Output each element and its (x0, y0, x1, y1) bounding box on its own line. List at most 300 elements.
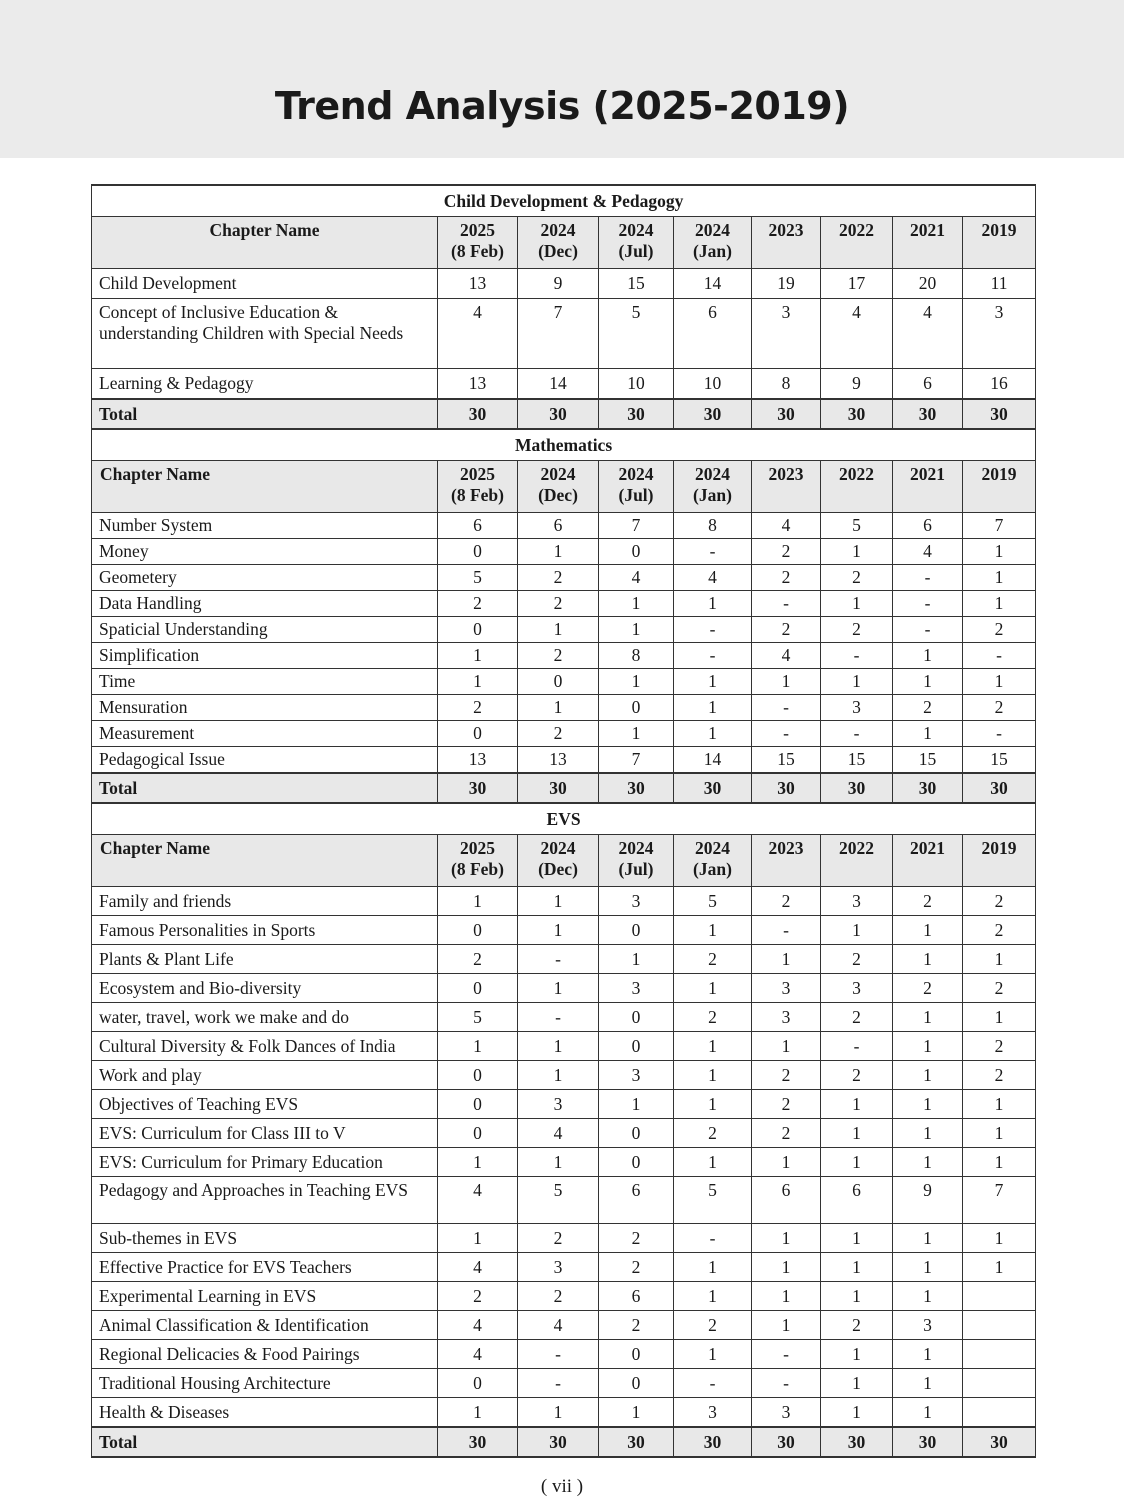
question-count-cell: - (893, 617, 963, 643)
question-count-cell: 2 (599, 1253, 674, 1282)
question-count-cell: 2 (821, 1003, 893, 1032)
question-count-cell: 1 (893, 721, 963, 747)
question-count-cell: 1 (963, 945, 1036, 974)
table-row (92, 1061, 1036, 1090)
table-row (92, 539, 1036, 565)
table-row (92, 721, 1036, 747)
question-count-cell: 4 (438, 1311, 518, 1340)
question-count-cell: 1 (752, 1253, 821, 1282)
chapter-name-header-label: Chapter Name (100, 838, 211, 858)
question-count-cell: 0 (599, 695, 674, 721)
question-count-cell: 7 (518, 299, 599, 369)
question-count-cell: 5 (674, 887, 752, 916)
question-count-cell: 1 (518, 974, 599, 1003)
chapter-name-cell: EVS: Curriculum for Primary Education (92, 1148, 438, 1177)
question-count-cell: 10 (674, 369, 752, 400)
question-count-cell: 2 (963, 974, 1036, 1003)
chapter-name-cell: Pedagogical Issue (92, 747, 438, 774)
question-count-cell: 13 (438, 369, 518, 400)
question-count-cell: 9 (893, 1177, 963, 1224)
total-value-cell: 30 (599, 399, 674, 429)
question-count-cell: 6 (821, 1177, 893, 1224)
question-count-cell: 6 (599, 1282, 674, 1311)
year-header-year: 2019 (981, 838, 1017, 858)
question-count-cell: 1 (752, 669, 821, 695)
year-header (963, 835, 1036, 887)
question-count-cell: 10 (599, 369, 674, 400)
year-header (674, 461, 752, 513)
question-count-cell: 7 (963, 513, 1036, 539)
year-header (438, 461, 518, 513)
question-count-cell: 3 (752, 1398, 821, 1428)
chapter-name-cell: Sub-themes in EVS (92, 1224, 438, 1253)
question-count-cell: 9 (821, 369, 893, 400)
question-count-cell: - (518, 1340, 599, 1369)
question-count-cell: 1 (438, 1398, 518, 1428)
question-count-cell: 4 (518, 1119, 599, 1148)
question-count-cell: - (752, 1369, 821, 1398)
question-count-cell: 6 (893, 513, 963, 539)
page-number: ( vii ) (540, 1476, 584, 1497)
question-count-cell: 3 (599, 887, 674, 916)
year-header (599, 461, 674, 513)
question-count-cell: 3 (752, 974, 821, 1003)
question-count-cell: 1 (821, 1253, 893, 1282)
year-header (438, 217, 518, 269)
question-count-cell: 8 (752, 369, 821, 400)
table-row (92, 513, 1036, 539)
question-count-cell: 2 (438, 1282, 518, 1311)
year-header (752, 217, 821, 269)
question-count-cell: 1 (893, 1090, 963, 1119)
question-count-cell: - (893, 591, 963, 617)
year-header (518, 217, 599, 269)
year-header-year: 2023 (768, 838, 804, 858)
total-value-cell: 30 (963, 773, 1036, 803)
question-count-cell: 2 (599, 1311, 674, 1340)
chapter-name-header (92, 835, 438, 887)
chapter-name-cell: Measurement (92, 721, 438, 747)
table-row (92, 591, 1036, 617)
question-count-cell: 2 (821, 945, 893, 974)
chapter-name-cell: Concept of Inclusive Education & understanding Children with Special Needs (92, 299, 438, 369)
column-header-row (92, 835, 1036, 887)
question-count-cell: 5 (599, 299, 674, 369)
total-value-cell: 30 (963, 399, 1036, 429)
question-count-cell: 5 (518, 1177, 599, 1224)
question-count-cell: 1 (674, 1061, 752, 1090)
year-header-sub: (8 Feb) (451, 485, 504, 505)
table-row (92, 1119, 1036, 1148)
year-header-year: 2024 (540, 220, 576, 240)
question-count-cell: 0 (599, 1119, 674, 1148)
question-count-cell: 4 (438, 1253, 518, 1282)
question-count-cell: 2 (674, 1311, 752, 1340)
table-row (92, 1253, 1036, 1282)
year-header-sub: (Jul) (618, 859, 654, 879)
question-count-cell: 1 (518, 695, 599, 721)
section-title-row (92, 185, 1036, 217)
question-count-cell: 14 (674, 747, 752, 774)
total-label: Total (92, 1427, 438, 1457)
question-count-cell: 1 (599, 1398, 674, 1428)
question-count-cell: 1 (599, 617, 674, 643)
question-count-cell: 1 (438, 1032, 518, 1061)
chapter-name-cell: Data Handling (92, 591, 438, 617)
question-count-cell: 1 (674, 916, 752, 945)
chapter-name-cell: Simplification (92, 643, 438, 669)
question-count-cell: 1 (599, 721, 674, 747)
total-value-cell: 30 (821, 773, 893, 803)
question-count-cell: - (963, 643, 1036, 669)
year-header-sub: (Jul) (618, 485, 654, 505)
question-count-cell: 17 (821, 269, 893, 299)
question-count-cell: 2 (674, 1003, 752, 1032)
question-count-cell: 2 (518, 721, 599, 747)
question-count-cell: - (821, 643, 893, 669)
year-header-sub: (Dec) (538, 859, 578, 879)
question-count-cell: 1 (518, 617, 599, 643)
question-count-cell: 1 (674, 721, 752, 747)
total-value-cell: 30 (821, 1427, 893, 1457)
question-count-cell: - (518, 1003, 599, 1032)
total-row (92, 399, 1036, 429)
section-title: Mathematics (92, 429, 1036, 461)
total-label: Total (92, 773, 438, 803)
question-count-cell: 2 (438, 695, 518, 721)
question-count-cell: 2 (752, 887, 821, 916)
table-row (92, 269, 1036, 299)
question-count-cell: 2 (518, 565, 599, 591)
question-count-cell: 15 (963, 747, 1036, 774)
question-count-cell: 1 (821, 539, 893, 565)
question-count-cell: 1 (893, 1148, 963, 1177)
year-header-year: 2022 (839, 220, 874, 240)
question-count-cell: 1 (674, 1282, 752, 1311)
section-title: EVS (92, 803, 1036, 835)
question-count-cell: 1 (821, 1148, 893, 1177)
question-count-cell: 2 (893, 887, 963, 916)
question-count-cell: 6 (438, 513, 518, 539)
total-value-cell: 30 (821, 399, 893, 429)
question-count-cell (963, 1398, 1036, 1428)
question-count-cell: 2 (963, 887, 1036, 916)
table-row (92, 747, 1036, 774)
table-row (92, 565, 1036, 591)
question-count-cell: - (752, 695, 821, 721)
total-value-cell: 30 (963, 1427, 1036, 1457)
year-header (893, 835, 963, 887)
year-header-year: 2025 (460, 220, 495, 240)
table-row (92, 1311, 1036, 1340)
total-value-cell: 30 (518, 773, 599, 803)
question-count-cell: 1 (674, 1148, 752, 1177)
year-header (752, 461, 821, 513)
question-count-cell: 2 (963, 1061, 1036, 1090)
table-row (92, 299, 1036, 369)
year-header (963, 217, 1036, 269)
question-count-cell: 2 (518, 1282, 599, 1311)
question-count-cell (963, 1311, 1036, 1340)
question-count-cell: 1 (518, 1398, 599, 1428)
question-count-cell: 1 (438, 1148, 518, 1177)
question-count-cell: 1 (674, 1032, 752, 1061)
chapter-name-cell: Plants & Plant Life (92, 945, 438, 974)
year-header-sub: (8 Feb) (451, 859, 504, 879)
question-count-cell: 2 (821, 565, 893, 591)
chapter-name-cell: water, travel, work we make and do (92, 1003, 438, 1032)
question-count-cell: 3 (674, 1398, 752, 1428)
question-count-cell: 2 (438, 591, 518, 617)
question-count-cell: 1 (518, 1032, 599, 1061)
question-count-cell: 1 (752, 1311, 821, 1340)
question-count-cell: 1 (518, 916, 599, 945)
question-count-cell: 14 (518, 369, 599, 400)
year-header-year: 2024 (618, 838, 654, 858)
chapter-name-cell: Famous Personalities in Sports (92, 916, 438, 945)
year-header-year: 2025 (460, 838, 495, 858)
table-row (92, 369, 1036, 400)
total-value-cell: 30 (599, 1427, 674, 1457)
question-count-cell: 1 (752, 1148, 821, 1177)
total-label: Total (92, 399, 438, 429)
question-count-cell: 1 (821, 1369, 893, 1398)
question-count-cell: 1 (674, 1340, 752, 1369)
question-count-cell: 1 (518, 539, 599, 565)
question-count-cell: 1 (518, 1061, 599, 1090)
table-row (92, 617, 1036, 643)
question-count-cell: 3 (518, 1090, 599, 1119)
question-count-cell: 1 (599, 669, 674, 695)
question-count-cell: 1 (963, 1090, 1036, 1119)
question-count-cell: 2 (821, 1061, 893, 1090)
question-count-cell: 1 (963, 591, 1036, 617)
question-count-cell: 19 (752, 269, 821, 299)
question-count-cell: 1 (674, 974, 752, 1003)
total-value-cell: 30 (438, 399, 518, 429)
table-row (92, 1340, 1036, 1369)
chapter-name-cell: Pedagogy and Approaches in Teaching EVS (92, 1177, 438, 1224)
question-count-cell: 1 (438, 669, 518, 695)
question-count-cell: 1 (752, 1282, 821, 1311)
question-count-cell: - (752, 1340, 821, 1369)
year-header-sub: (Jan) (693, 859, 732, 879)
year-header-sub: (Jul) (618, 241, 654, 261)
question-count-cell: 15 (821, 747, 893, 774)
question-count-cell: 1 (963, 1224, 1036, 1253)
table-row (92, 887, 1036, 916)
question-count-cell: 1 (893, 1061, 963, 1090)
year-header (893, 217, 963, 269)
chapter-name-header-label: Chapter Name (209, 220, 320, 240)
trend-table (91, 184, 1036, 1458)
question-count-cell: 1 (518, 887, 599, 916)
chapter-name-cell: Traditional Housing Architecture (92, 1369, 438, 1398)
question-count-cell: - (518, 1369, 599, 1398)
question-count-cell: 2 (752, 1090, 821, 1119)
question-count-cell: 2 (752, 539, 821, 565)
chapter-name-cell: EVS: Curriculum for Class III to V (92, 1119, 438, 1148)
question-count-cell: 6 (599, 1177, 674, 1224)
question-count-cell: 3 (518, 1253, 599, 1282)
question-count-cell: 1 (963, 1119, 1036, 1148)
chapter-name-cell: Ecosystem and Bio-diversity (92, 974, 438, 1003)
question-count-cell: - (752, 591, 821, 617)
year-header-sub: (Dec) (538, 241, 578, 261)
question-count-cell: 6 (752, 1177, 821, 1224)
year-header-year: 2024 (618, 464, 654, 484)
question-count-cell: 5 (821, 513, 893, 539)
question-count-cell: 5 (438, 1003, 518, 1032)
chapter-name-cell: Child Development (92, 269, 438, 299)
question-count-cell: 4 (893, 539, 963, 565)
question-count-cell: 0 (599, 1369, 674, 1398)
total-value-cell: 30 (518, 1427, 599, 1457)
question-count-cell: 1 (963, 1148, 1036, 1177)
question-count-cell: - (674, 643, 752, 669)
question-count-cell: 1 (821, 916, 893, 945)
question-count-cell: 2 (821, 617, 893, 643)
question-count-cell: 2 (518, 1224, 599, 1253)
question-count-cell: 1 (963, 669, 1036, 695)
question-count-cell: - (674, 1369, 752, 1398)
question-count-cell: 2 (438, 945, 518, 974)
question-count-cell: 13 (438, 269, 518, 299)
total-value-cell: 30 (893, 399, 963, 429)
table-row (92, 1177, 1036, 1224)
total-value-cell: 30 (674, 773, 752, 803)
question-count-cell: 1 (674, 695, 752, 721)
trend-table-body (92, 185, 1036, 1457)
question-count-cell: 4 (438, 1340, 518, 1369)
chapter-name-cell: Family and friends (92, 887, 438, 916)
question-count-cell: 1 (599, 945, 674, 974)
question-count-cell: 4 (438, 299, 518, 369)
chapter-name-cell: Learning & Pedagogy (92, 369, 438, 400)
total-value-cell: 30 (752, 773, 821, 803)
page-title: Trend Analysis (2025-2019) (274, 84, 850, 128)
question-count-cell: 1 (893, 1369, 963, 1398)
question-count-cell: - (674, 617, 752, 643)
question-count-cell: - (518, 945, 599, 974)
chapter-name-cell: Regional Delicacies & Food Pairings (92, 1340, 438, 1369)
question-count-cell: 1 (893, 916, 963, 945)
question-count-cell: 4 (752, 643, 821, 669)
chapter-name-cell: Effective Practice for EVS Teachers (92, 1253, 438, 1282)
question-count-cell: 3 (752, 299, 821, 369)
year-header (438, 835, 518, 887)
question-count-cell: 0 (438, 1119, 518, 1148)
question-count-cell: 1 (893, 1224, 963, 1253)
question-count-cell: 1 (893, 1032, 963, 1061)
question-count-cell: 15 (599, 269, 674, 299)
chapter-name-header-label: Chapter Name (100, 464, 211, 484)
question-count-cell: 2 (821, 1311, 893, 1340)
column-header-row (92, 461, 1036, 513)
question-count-cell: - (674, 1224, 752, 1253)
question-count-cell: 4 (438, 1177, 518, 1224)
total-row (92, 773, 1036, 803)
question-count-cell: 1 (893, 643, 963, 669)
question-count-cell: 1 (893, 1340, 963, 1369)
question-count-cell: 1 (893, 1119, 963, 1148)
question-count-cell: 1 (893, 1253, 963, 1282)
table-row (92, 643, 1036, 669)
table-row (92, 1003, 1036, 1032)
question-count-cell: 2 (893, 695, 963, 721)
question-count-cell: 20 (893, 269, 963, 299)
question-count-cell: 2 (518, 591, 599, 617)
question-count-cell: 8 (674, 513, 752, 539)
question-count-cell: 1 (893, 945, 963, 974)
question-count-cell: 6 (674, 299, 752, 369)
year-header (599, 217, 674, 269)
question-count-cell: 0 (438, 916, 518, 945)
question-count-cell: 1 (893, 1398, 963, 1428)
table-row (92, 1398, 1036, 1428)
chapter-name-cell: Objectives of Teaching EVS (92, 1090, 438, 1119)
question-count-cell: 1 (438, 887, 518, 916)
question-count-cell: 0 (438, 721, 518, 747)
question-count-cell: 1 (518, 1148, 599, 1177)
question-count-cell: 2 (518, 643, 599, 669)
question-count-cell: 2 (752, 565, 821, 591)
year-header-sub: (Jan) (693, 241, 732, 261)
question-count-cell (963, 1282, 1036, 1311)
year-header (963, 461, 1036, 513)
question-count-cell: 0 (599, 1003, 674, 1032)
title-band (0, 0, 1124, 158)
question-count-cell: 1 (893, 1003, 963, 1032)
year-header-year: 2024 (695, 464, 730, 484)
question-count-cell: 11 (963, 269, 1036, 299)
year-header (674, 217, 752, 269)
total-value-cell: 30 (752, 1427, 821, 1457)
year-header-year: 2022 (839, 464, 874, 484)
question-count-cell: 1 (752, 1032, 821, 1061)
question-count-cell: 4 (752, 513, 821, 539)
chapter-name-cell: Cultural Diversity & Folk Dances of India (92, 1032, 438, 1061)
question-count-cell: 3 (752, 1003, 821, 1032)
table-row (92, 974, 1036, 1003)
total-value-cell: 30 (674, 1427, 752, 1457)
question-count-cell: 1 (963, 1253, 1036, 1282)
question-count-cell: 13 (438, 747, 518, 774)
year-header (893, 461, 963, 513)
question-count-cell: 1 (438, 1224, 518, 1253)
question-count-cell: 0 (438, 1061, 518, 1090)
question-count-cell: 0 (518, 669, 599, 695)
question-count-cell: - (674, 539, 752, 565)
question-count-cell: 0 (438, 539, 518, 565)
question-count-cell: 2 (963, 916, 1036, 945)
question-count-cell: 4 (599, 565, 674, 591)
year-header (674, 835, 752, 887)
question-count-cell: 2 (599, 1224, 674, 1253)
year-header-year: 2019 (981, 464, 1017, 484)
total-value-cell: 30 (599, 773, 674, 803)
question-count-cell: 0 (599, 1148, 674, 1177)
year-header-year: 2024 (618, 220, 654, 240)
year-header (599, 835, 674, 887)
chapter-name-cell: Time (92, 669, 438, 695)
question-count-cell: 1 (674, 1253, 752, 1282)
total-row (92, 1427, 1036, 1457)
question-count-cell: 1 (963, 565, 1036, 591)
year-header (821, 217, 893, 269)
chapter-name-header (92, 461, 438, 513)
table-row (92, 1032, 1036, 1061)
